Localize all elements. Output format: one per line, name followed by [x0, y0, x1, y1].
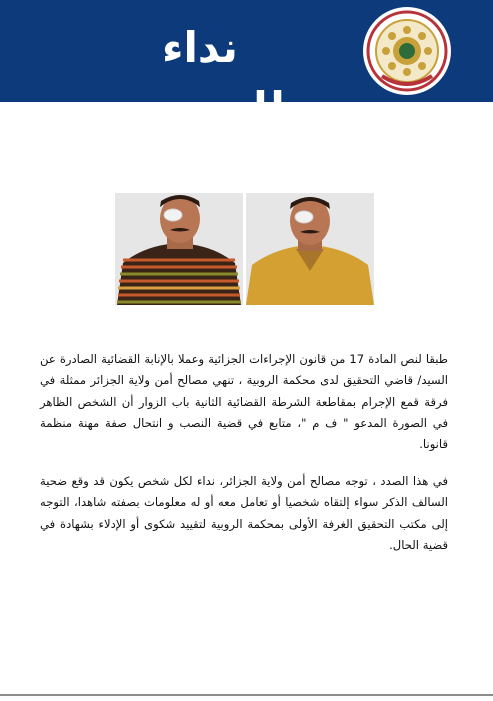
paragraph-text: طبقا لنص المادة 17 من قانون الإجراءات الجزائية وعملا بالإنابة القضائية الصادرة عن السيد/ قاضي التحقيق لدى محكمة الروبية ، تنهي مصالح أمن ولاية الجزائر ممثلة في فرقة قمع الإجرام بمقاطعة الشرطة القضائية الثانية باب الزوار أن الشخص الظاهر في الصورة المدعو " ف م "، متابع في قضية النصب و انتحال صفة مهنة منظمة قانونا. — [40, 352, 448, 452]
appeal-paragraph-1 — [40, 349, 448, 455]
header-banner — [0, 0, 493, 132]
police-seal-logo — [362, 6, 452, 96]
appeal-paragraph-2 — [40, 471, 448, 556]
suspect-photo-right — [246, 193, 374, 305]
suspect-photo-left — [115, 193, 243, 305]
paragraph-text: في هذا الصدد ، توجه مصالح أمن ولاية الجزائر، نداء لكل شخص يكون قد وقع ضحية السالف الذكر سواء إلتقاه شخصيا أو تعامل معه أو له معلومات بصفته شاهدا، التوجه إلى مكتب التحقيق الغرفة الأولى بمحكمة الروبية لتقييد شكوى أو الإدلاء بشهادة في قضية الحال. — [40, 474, 448, 552]
page-title: نداء للجمهور — [115, 23, 285, 132]
footer-divider — [0, 694, 493, 696]
